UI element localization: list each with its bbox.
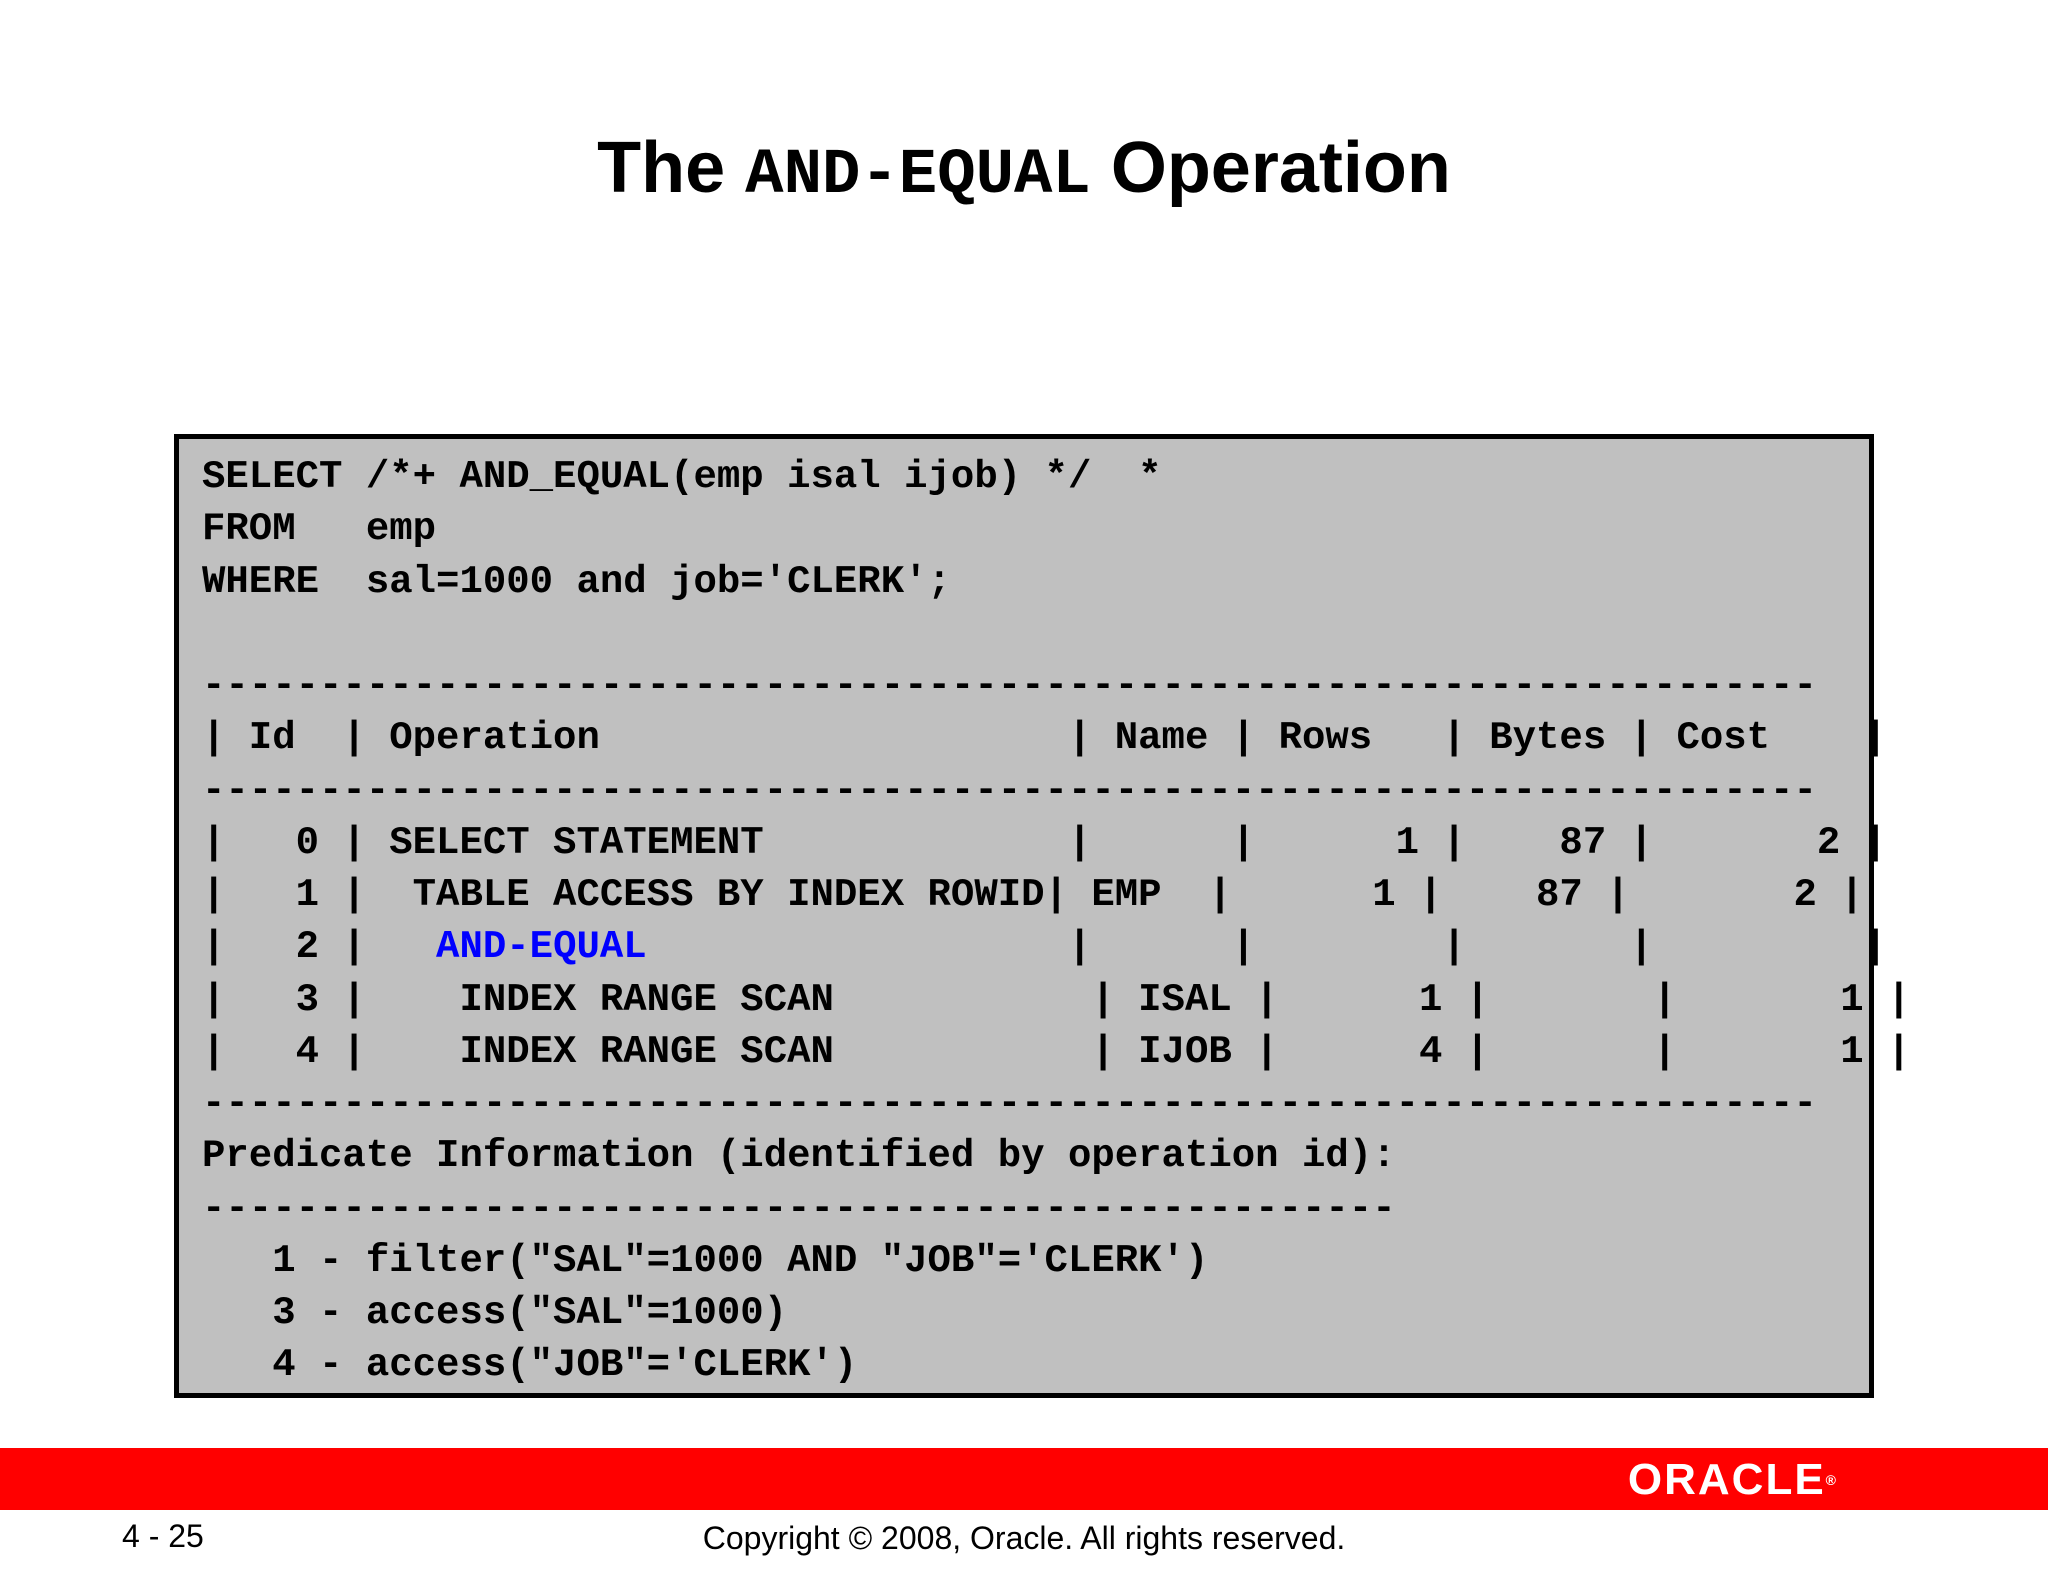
- plan-row: | 4 | INDEX RANGE SCAN | IJOB | 4 | | 1 |: [202, 1029, 1911, 1074]
- title-suffix: Operation: [1090, 128, 1451, 208]
- title-prefix: The: [597, 128, 746, 208]
- query-line: WHERE sal=1000 and job='CLERK';: [202, 559, 951, 604]
- query-line: SELECT /*+ AND_EQUAL(emp isal ijob) */ *: [202, 455, 1162, 499]
- copyright-notice: Copyright © 2008, Oracle. All rights reserved.: [702, 1520, 1346, 1556]
- footer-bar: [0, 1448, 2048, 1510]
- registered-mark: ®: [1825, 1472, 1836, 1488]
- and-equal-highlight: AND-EQUAL: [436, 925, 647, 970]
- predicate-line: 1 - filter("SAL"=1000 AND "JOB"='CLERK'): [202, 1238, 1209, 1283]
- predicate-line: 3 - access("SAL"=1000): [202, 1291, 788, 1335]
- page-number: 4 - 25: [122, 1518, 204, 1554]
- code-example-box: [174, 434, 1911, 1398]
- predicate-title: Predicate Information (identified by operation id):: [202, 1134, 1396, 1179]
- title-code: AND-EQUAL: [745, 140, 1091, 212]
- oracle-logo: ORACLE®: [1627, 1455, 1836, 1504]
- query-line: FROM emp: [202, 507, 437, 552]
- code-listing: [202, 451, 1910, 1392]
- plan-row: | 1 | TABLE ACCESS BY INDEX ROWID| EMP | 1 | 87 | 2 |: [202, 873, 1864, 917]
- plan-separator: ---------------------------------------------------------------------: [202, 664, 1817, 708]
- plan-separator: ---------------------------------------------------------------------: [202, 1082, 1817, 1126]
- predicate-separator: ---------------------------------------------------: [202, 1186, 1396, 1231]
- plan-row: | 2 | AND-EQUAL | | | | |: [202, 925, 1888, 970]
- predicate-line: 4 - access("JOB"='CLERK'): [202, 1343, 858, 1388]
- plan-separator: ---------------------------------------------------------------------: [202, 768, 1817, 813]
- plan-row: | 0 | SELECT STATEMENT | | 1 | 87 | 2 |: [202, 820, 1888, 865]
- plan-header: | Id | Operation | Name | Rows | Bytes | Cost |: [202, 716, 1888, 761]
- slide-title: [0, 118, 2048, 226]
- plan-row: | 3 | INDEX RANGE SCAN | ISAL | 1 | | 1 |: [202, 977, 1911, 1022]
